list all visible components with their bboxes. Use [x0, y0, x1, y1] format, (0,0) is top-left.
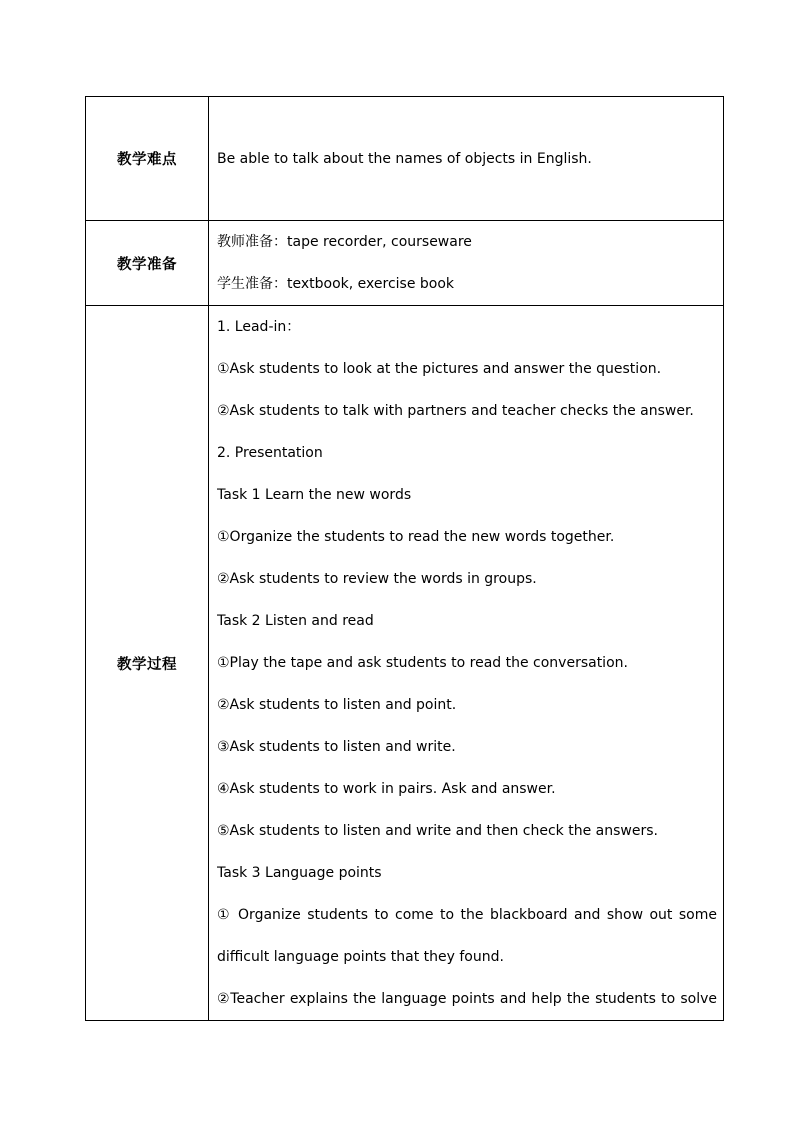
process-step: ①Ask students to look at the pictures and answer the question.	[217, 361, 662, 377]
lesson-plan-table	[85, 96, 724, 1021]
process-step: ⑤Ask students to listen and write and then check the answers.	[217, 823, 658, 839]
preparation-student: 学生准备：textbook, exercise book	[217, 276, 455, 292]
process-step: Task 2 Listen and read	[217, 613, 374, 629]
content-teaching-preparation	[209, 221, 724, 306]
process-step: ①Play the tape and ask students to read the conversation.	[217, 655, 628, 671]
table-row-preparation	[86, 221, 724, 306]
difficulty-text: Be able to talk about the names of objects in English.	[217, 150, 592, 167]
content-teaching-process	[209, 306, 724, 1021]
process-step: ④Ask students to work in pairs. Ask and answer.	[217, 781, 556, 797]
process-step: ②Ask students to talk with partners and teacher checks the answer.	[217, 403, 694, 419]
table-row-difficulty	[86, 97, 724, 221]
process-step: 2. Presentation	[217, 445, 323, 461]
process-step: ②Ask students to listen and point.	[217, 697, 457, 713]
preparation-list	[217, 221, 717, 305]
preparation-teacher: 教师准备：tape recorder, courseware	[217, 234, 472, 250]
process-step: 1. Lead-in：	[217, 319, 301, 335]
process-step: ②Teacher explains the language points and help the students to solve	[217, 991, 717, 1007]
process-step: ① Organize students to come to the blackboard and show out some	[217, 907, 717, 923]
table-row-process	[86, 306, 724, 1021]
process-step: Task 1 Learn the new words	[217, 487, 412, 503]
content-teaching-difficulty	[209, 97, 724, 221]
process-step: ②Ask students to review the words in groups.	[217, 571, 537, 587]
process-steps	[217, 306, 717, 1020]
label-teaching-process: 教学过程	[86, 306, 209, 1021]
process-step: Task 3 Language points	[217, 865, 382, 881]
process-step: ①Organize the students to read the new words together.	[217, 529, 615, 545]
process-step: ③Ask students to listen and write.	[217, 739, 456, 755]
label-teaching-difficulty: 教学难点	[86, 97, 209, 221]
process-step: difficult language points that they found.	[217, 949, 504, 965]
label-teaching-preparation: 教学准备	[86, 221, 209, 306]
